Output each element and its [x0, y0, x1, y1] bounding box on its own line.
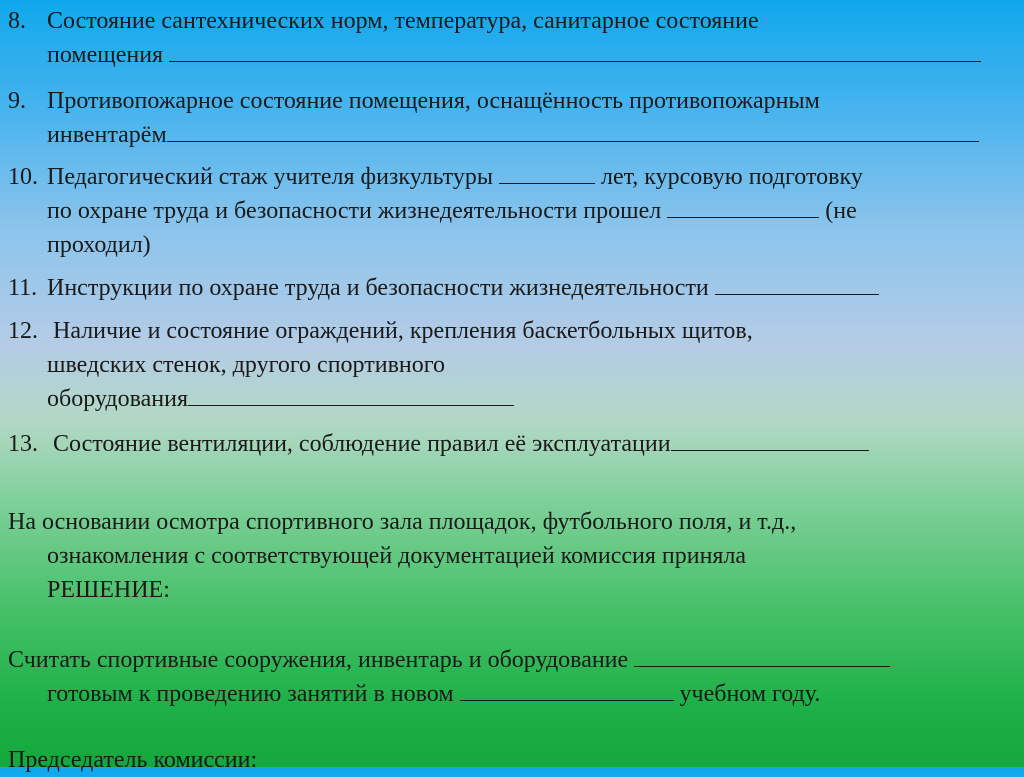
chairman-line: [8, 743, 257, 777]
list-item-8: [8, 4, 981, 72]
item-10-line-1: [8, 160, 863, 194]
decision-line-2: [8, 677, 890, 711]
item-text: лет, курсовую подготовку: [600, 164, 863, 190]
item-13-line-1: [8, 427, 869, 461]
item-number: 9.: [8, 88, 26, 114]
conclusion-paragraph: [8, 505, 796, 607]
item-text: оборудования: [47, 386, 188, 412]
item-9-line-2: [8, 118, 979, 152]
blank-field: [634, 644, 890, 667]
blank-field: [188, 383, 514, 406]
conclusion-text: ознакомления с соответствующей документацией комиссия приняла: [47, 543, 747, 569]
item-9-line-1: [8, 84, 979, 118]
item-text: Противопожарное состояние помещения, оснащённость противопожарным: [47, 88, 820, 114]
item-number: 12.: [8, 318, 38, 344]
item-text: (не: [825, 198, 857, 224]
blank-field: [167, 119, 979, 142]
item-text: Состояние вентиляции, соблюдение правил её эксплуатации: [53, 431, 671, 457]
item-12-line-3: [8, 382, 753, 416]
decision-text: Считать спортивные сооружения, инвентарь и оборудование: [8, 647, 629, 673]
item-10-line-3: [8, 228, 863, 262]
item-8-line-2: [8, 38, 981, 72]
list-item-13: [8, 427, 869, 461]
decision-text: готовым к проведению занятий в новом: [47, 681, 454, 707]
item-text: Состояние сантехнических норм, температура, санитарное состояние: [47, 8, 759, 34]
blank-field: [499, 161, 595, 184]
list-item-10: [8, 160, 863, 262]
item-text: шведских стенок, другого спортивного: [47, 352, 445, 378]
blank-field: [169, 39, 981, 62]
item-12-line-2: [8, 348, 753, 382]
item-number: 13.: [8, 431, 38, 457]
item-8-line-1: [8, 4, 981, 38]
list-item-12: [8, 314, 753, 416]
blank-field: [671, 428, 869, 451]
item-text: инвентарём: [47, 122, 167, 148]
item-text: помещения: [47, 42, 164, 68]
blank-field: [715, 272, 879, 295]
list-item-9: [8, 84, 979, 152]
decision-line-1: [8, 643, 890, 677]
item-text: проходил): [47, 232, 151, 258]
item-11-line-1: [8, 271, 879, 305]
item-text: Наличие и состояние ограждений, крепления баскетбольных щитов,: [53, 318, 753, 344]
item-number: 11.: [8, 275, 38, 301]
chairman-label: Председатель комиссии:: [8, 747, 258, 773]
item-text: по охране труда и безопасности жизнедеятельности прошел: [47, 198, 662, 224]
item-text: Педагогический стаж учителя физкультуры: [47, 164, 493, 190]
blank-field: [460, 678, 674, 701]
decision-heading: РЕШЕНИЕ:: [47, 577, 170, 603]
blank-field: [667, 195, 819, 218]
item-number: 10.: [8, 164, 38, 190]
conclusion-text: На основании осмотра спортивного зала площадок, футбольного поля, и т.д.,: [8, 509, 797, 535]
item-text: Инструкции по охране труда и безопасности жизнедеятельности: [47, 275, 709, 301]
decision-paragraph: [8, 643, 890, 711]
item-12-line-1: [8, 314, 753, 348]
item-10-line-2: [8, 194, 863, 228]
decision-text: учебном году.: [679, 681, 821, 707]
item-number: 8.: [8, 8, 26, 34]
list-item-11: [8, 271, 879, 305]
